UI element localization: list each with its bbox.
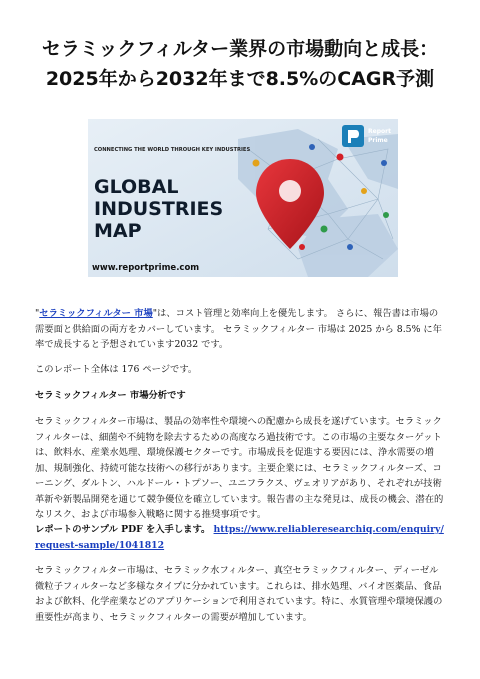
sample-link[interactable]: https://www.reliableresearchiq.com/enquiry/request-sample/1041812: [35, 524, 444, 551]
banner-url: www.reportprime.com: [92, 263, 200, 273]
banner-tagline: CONNECTING THE WORLD THROUGH KEY INDUSTRIES: [94, 147, 251, 153]
intro-rest: "は、コスト管理と効率向上を優先します。 さらに、報告書は市場の需要面と供給面の両方をカバーしています。 セラミックフィルター 市場は 2025 から 8.5% に年率で成長すると予想されています2032 です。: [35, 308, 442, 350]
sample-paragraph: [35, 522, 445, 553]
logo-text-line-2: Prime: [368, 137, 388, 144]
banner-heading-line-2: INDUSTRIES: [94, 198, 224, 220]
banner-heading-line-1: GLOBAL: [94, 176, 179, 198]
page-title: [20, 34, 460, 94]
banner-image: [88, 119, 398, 277]
intro-paragraph: [35, 306, 445, 353]
logo-text-line-1: Report: [368, 128, 391, 135]
title-line-1: セラミックフィルター業界の市場動向と成長：: [41, 38, 439, 60]
market-link[interactable]: セラミックフィルター 市場: [39, 308, 153, 319]
types-paragraph: セラミックフィルター市場は、セラミック水フィルター、真空セラミックフィルター、ディーゼル微粒子フィルターなど多様なタイプに分かれています。これらは、排水処理、バイオ医薬品、食品および飲料、化学産業などのアプリケーションで利用されています。特に、水質管理や環境保護の重要性が高まり、セラミックフィルターの需要が増加しています。: [35, 565, 443, 623]
intro-quote: ": [35, 308, 40, 319]
banner-heading-line-3: MAP: [94, 220, 142, 242]
pages-note: このレポート全体は 176 ページです。: [35, 364, 198, 375]
analysis-paragraph: セラミックフィルター市場は、製品の効率性や環境への配慮から成長を遂げています。セラミックフィルターは、細菌や不純物を除去するための高度なろ過技術です。この市場の主要なターゲットは、飲料水、産業水処理、環境保護セクターです。市場成長を促進する要因には、浄水需要の増加、規制強化、持続可能な技術への移行があります。主要企業には、セラミックフィルターズ、コーニング、ダルトン、ハルドール・トプソー、ユニフラクス、ヴェオリアがあり、それぞれが技術革新や新製品開発を通じて競争優位を確立しています。報告書の主な発見は、成長の機会、潜在的なリスク、および市場参入戦略に関する推奨事項です。: [35, 416, 444, 520]
sample-label: レポートのサンプル PDF を入手します。: [35, 524, 211, 535]
analysis-heading: セラミックフィルター 市場分析です: [35, 390, 186, 401]
title-line-2: 2025年から2032年まで8.5%のCAGR予測: [45, 68, 435, 90]
